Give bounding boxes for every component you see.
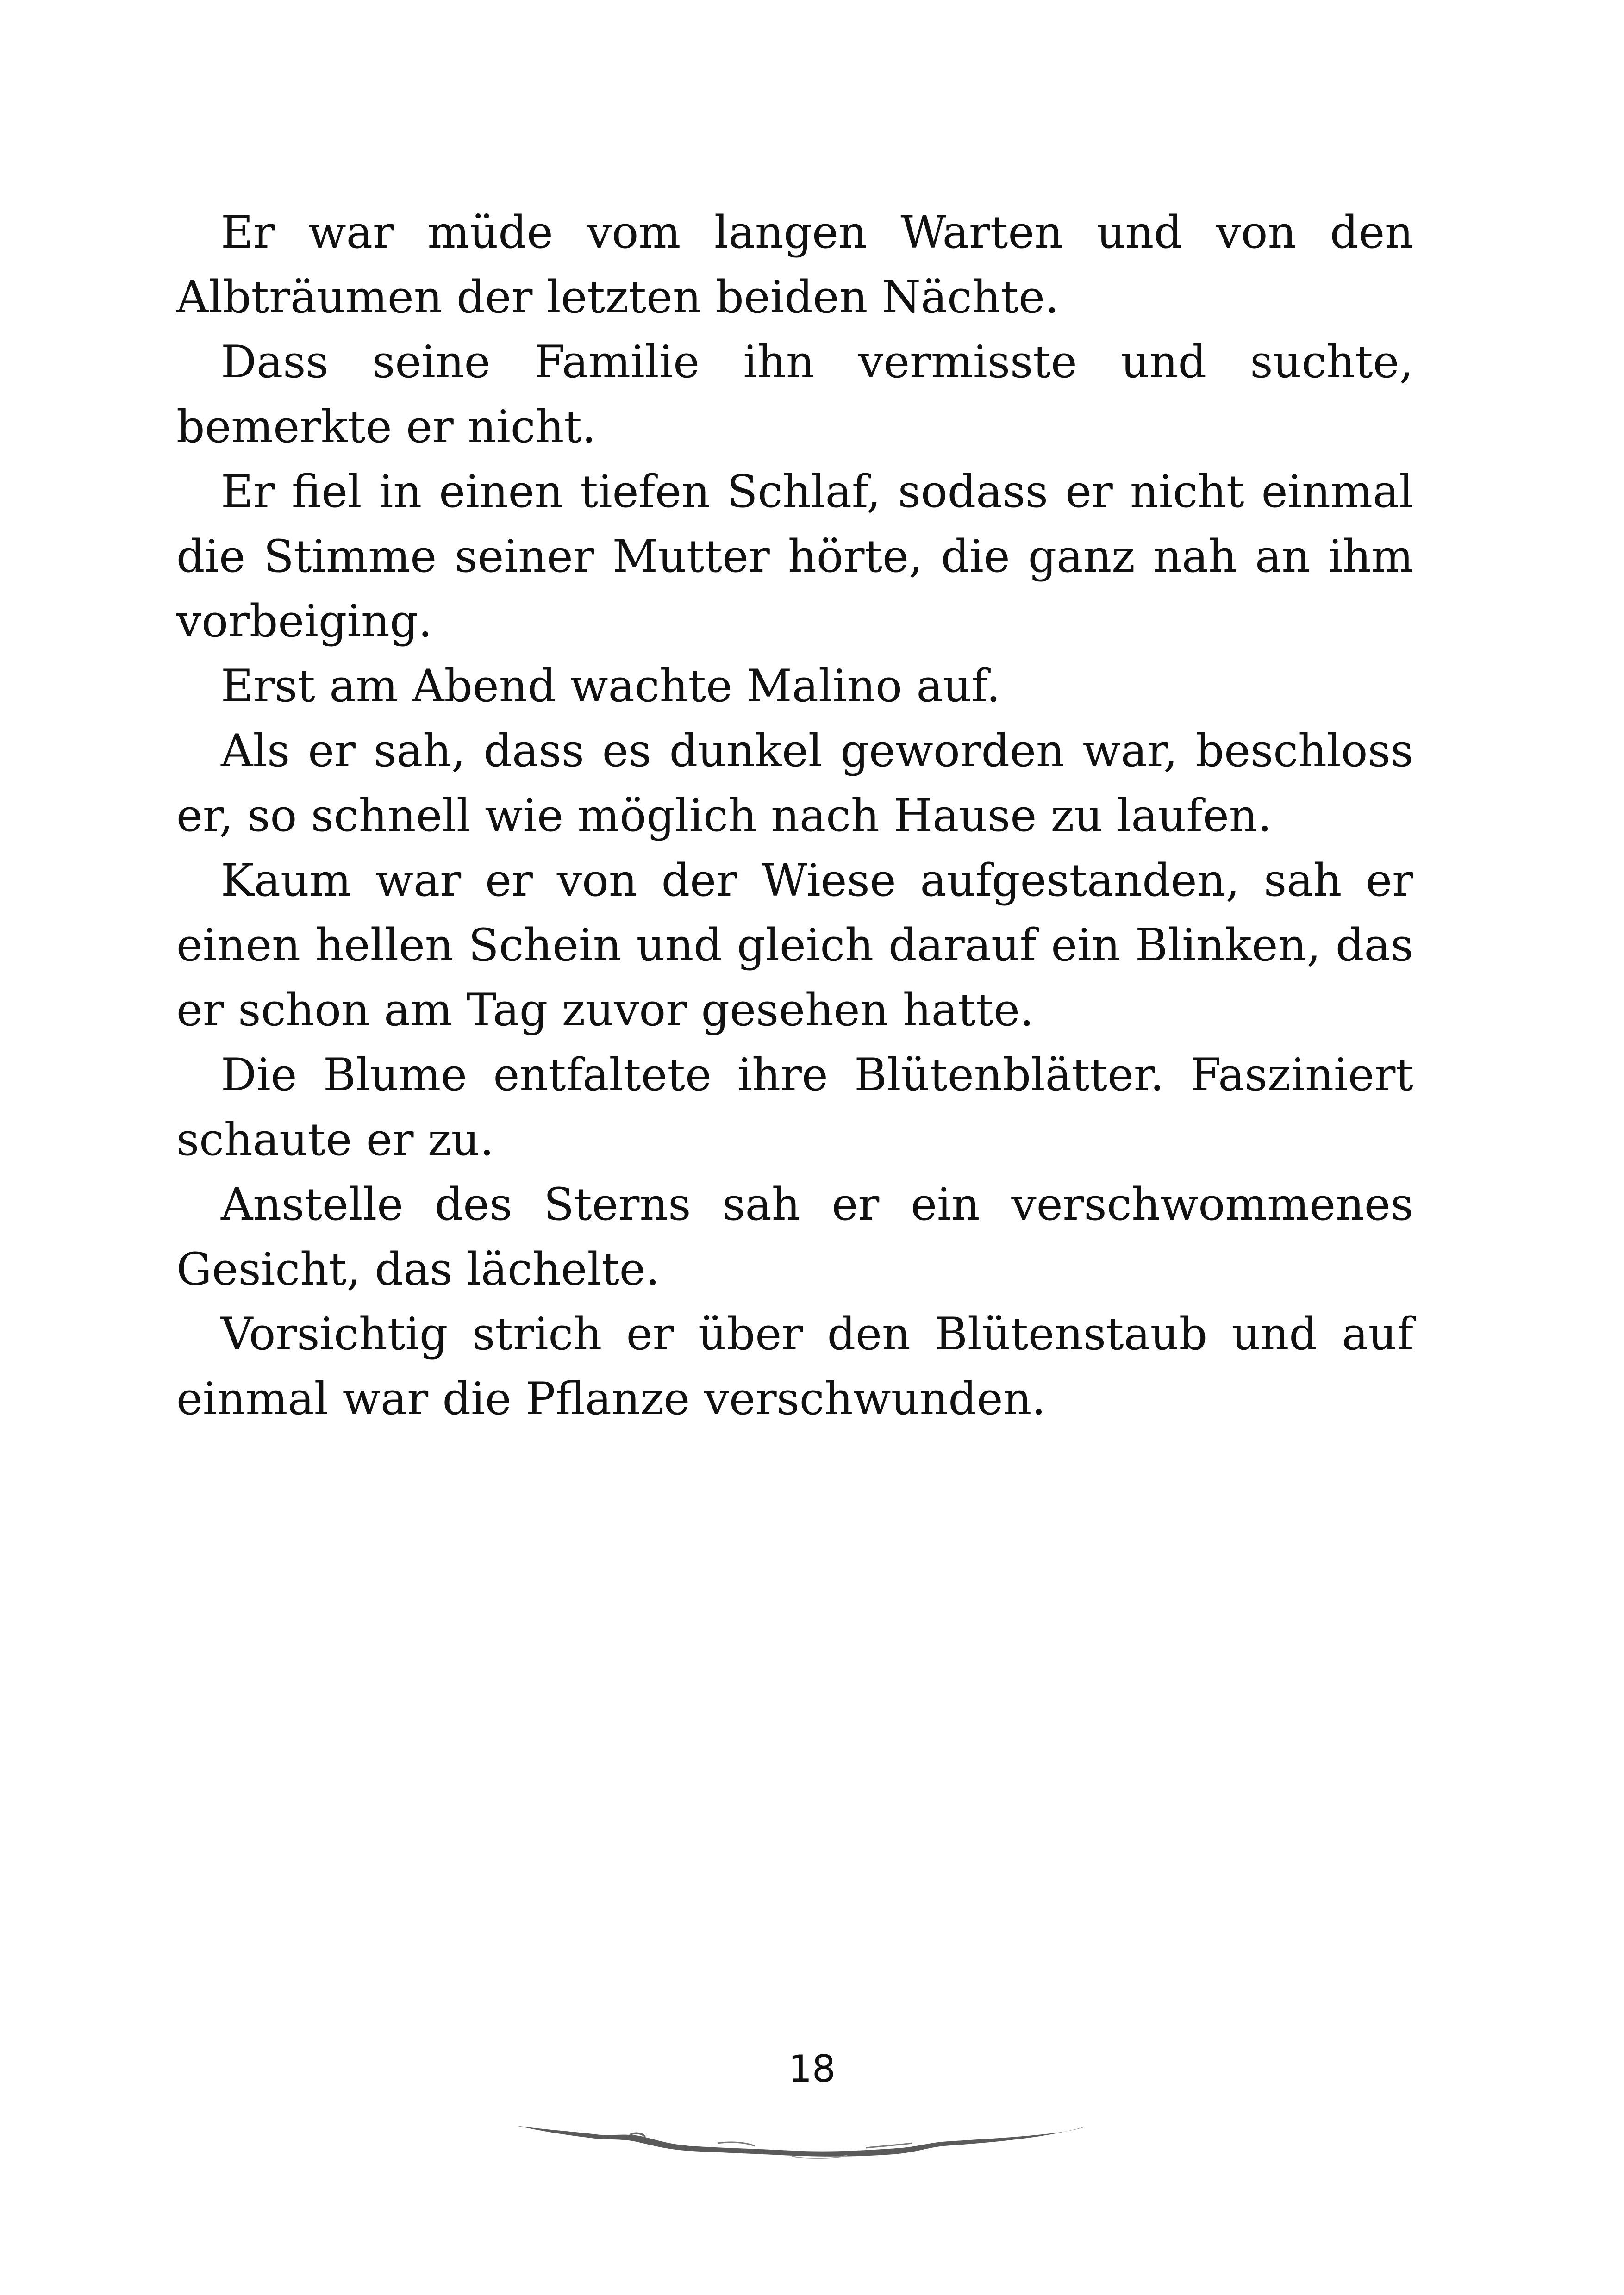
paragraph-6: Kaum war er von der Wiese aufgestanden, sah er einen hellen Schein und gleich darauf ein Blinken, das er schon am Tag zuvor gesehen hatte.	[176, 854, 1413, 1036]
paragraph-1: Er war müde vom langen Warten und von den Albträumen der letzten beiden Nächte.	[176, 206, 1413, 323]
paragraph-3: Er fiel in einen tiefen Schlaf, sodass er nicht einmal die Stimme seiner Mutter hörte, die ganz nah an ihm vorbeiging.	[176, 466, 1413, 647]
body-text	[176, 200, 1413, 1431]
paragraph-2: Dass seine Familie ihn vermisste und suchte, bemerkte er nicht.	[176, 336, 1413, 453]
paragraph-7: Die Blume entfaltete ihre Blütenblätter. Fasziniert schaute er zu.	[176, 1049, 1413, 1166]
paragraph-8: Anstelle des Sterns sah er ein verschwommenes Gesicht, das lächelte.	[176, 1179, 1413, 1295]
page-number: 18	[788, 2047, 836, 2090]
brush-stroke-divider-icon	[514, 2115, 1088, 2162]
paragraph-9: Vorsichtig strich er über den Blütenstaub und auf einmal war die Pflanze verschwunden.	[176, 1308, 1413, 1425]
paragraph-5: Als er sah, dass es dunkel geworden war, beschloss er, so schnell wie möglich nach Hause zu laufen.	[176, 725, 1413, 842]
paragraph-4: Erst am Abend wachte Malino auf.	[221, 660, 1001, 712]
